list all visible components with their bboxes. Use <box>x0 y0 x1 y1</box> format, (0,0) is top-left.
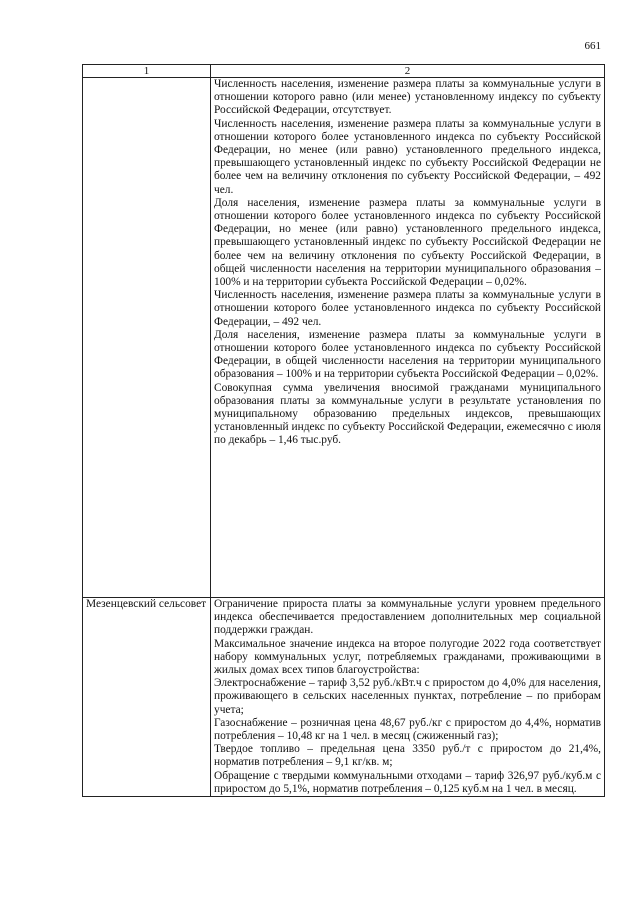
table-row <box>83 78 605 598</box>
page-number: 661 <box>584 40 601 52</box>
paragraph: Ограничение прироста платы за коммунальные услуги уровнем предельного индекса обеспечивается предоставлением дополнительных мер социальной поддержки граждан. <box>214 598 601 637</box>
paragraph: Твердое топливо – предельная цена 3350 руб./т с приростом до 21,4%, норматив потребления – 9,1 кг/кв. м; <box>214 743 601 769</box>
table-header-row <box>83 65 605 78</box>
column-header-2: 2 <box>211 65 605 78</box>
paragraph: Численность населения, изменение размера платы за коммунальные услуги в отношении которого более установленного индекса по субъекту Российской Федерации, – 492 чел. <box>214 289 601 328</box>
paragraph: Численность населения, изменение размера платы за коммунальные услуги в отношении которого более установленного индекса по субъекту Российской Федерации, но менее (или равно) установленного предельного индекса, превышающего установленный индекс по субъекту Российской Федерации не более чем на величину отклонения по субъекту Российской Федерации, – 492 чел. <box>214 117 601 196</box>
paragraph: Доля населения, изменение размера платы за коммунальные услуги в отношении которого более установленного индекса по субъекту Российской Федерации, но менее (или равно) установленного предельного индекса, превышающего установленный индекс по субъекту Российской Федерации не более чем на величину отклонения по субъекту Российской Федерации, в общей численности населения на территории муниципального образования – 100% и на территории субъекта Российской Федерации – 0,02%. <box>214 196 601 289</box>
description-cell <box>211 598 605 797</box>
paragraph: Численность населения, изменение размера платы за коммунальные услуги в отношении которого равно (или менее) установленному индексу по субъекту Российской Федерации, отсутствует. <box>214 78 601 117</box>
document-table <box>82 64 605 797</box>
paragraph: Совокупная сумма увеличения вносимой гражданами муниципального образования платы за коммунальные услуги в результате установления по муниципальному образованию предельных индексов, превышающих установленный индекс по субъекту Российской Федерации, ежемесячно с июля по декабрь – 1,46 тыс.руб. <box>214 381 601 447</box>
paragraph: Газоснабжение – розничная цена 48,67 руб./кг с приростом до 4,4%, норматив потребления – 10,48 кг на 1 чел. в месяц (сжиженный газ); <box>214 716 601 743</box>
municipality-cell: Мезенцевский сельсовет <box>83 598 211 797</box>
table-row <box>83 598 605 797</box>
paragraph: Электроснабжение – тариф 3,52 руб./кВт.ч с приростом до 4,0% для населения, проживающего в сельских населенных пунктах, потребление – по приборам учета; <box>214 677 601 716</box>
municipality-cell <box>83 78 211 598</box>
description-cell <box>211 78 605 598</box>
paragraph: Доля населения, изменение размера платы за коммунальные услуги в отношении которого более установленного индекса по субъекту Российской Федерации, в общей численности населения на территории муниципального образования – 100% и на территории субъекта Российской Федерации – 0,02%. <box>214 328 601 381</box>
paragraph: Обращение с твердыми коммунальными отходами – тариф 326,97 руб./куб.м с приростом до 5,1%, норматив потребления – 0,125 куб.м на 1 чел. в месяц. <box>214 769 601 795</box>
paragraph: Максимальное значение индекса на второе полугодие 2022 года соответствует набору коммунальных услуг, потребляемых гражданами, проживающими в жилых домах всех типов благоустройства: <box>214 637 601 677</box>
column-header-1: 1 <box>83 65 211 78</box>
